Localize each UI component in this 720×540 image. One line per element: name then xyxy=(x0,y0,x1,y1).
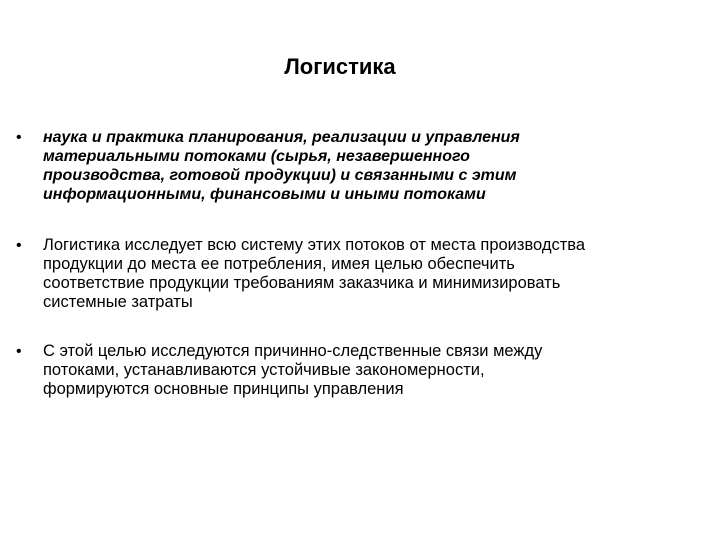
slide-title-text: Логистика xyxy=(284,54,396,79)
bullet-text-scope: Логистика исследует всю систему этих потоков от места производства продукции до места ее потребления, имея целью обеспечить соответствие продукции требованиям заказчика и минимизировать системные затраты xyxy=(43,236,586,311)
bullet-text-definition: наука и практика планирования, реализации и управления материальными потоками (сырья, незавершенного производства, готовой продукции) и связанными с этим информационными, финансовыми и иными потоками xyxy=(43,129,520,203)
bullet-dot-icon: • xyxy=(16,237,22,254)
bullet-text-purpose: С этой целью исследуются причинно-следственные связи между потоками, устанавливаются устойчивые закономерности, формируются основные принципы управления xyxy=(43,342,543,398)
bullet-dot-icon: • xyxy=(16,129,22,146)
bullet-dot-icon: • xyxy=(16,343,22,360)
slide-title xyxy=(0,52,680,82)
